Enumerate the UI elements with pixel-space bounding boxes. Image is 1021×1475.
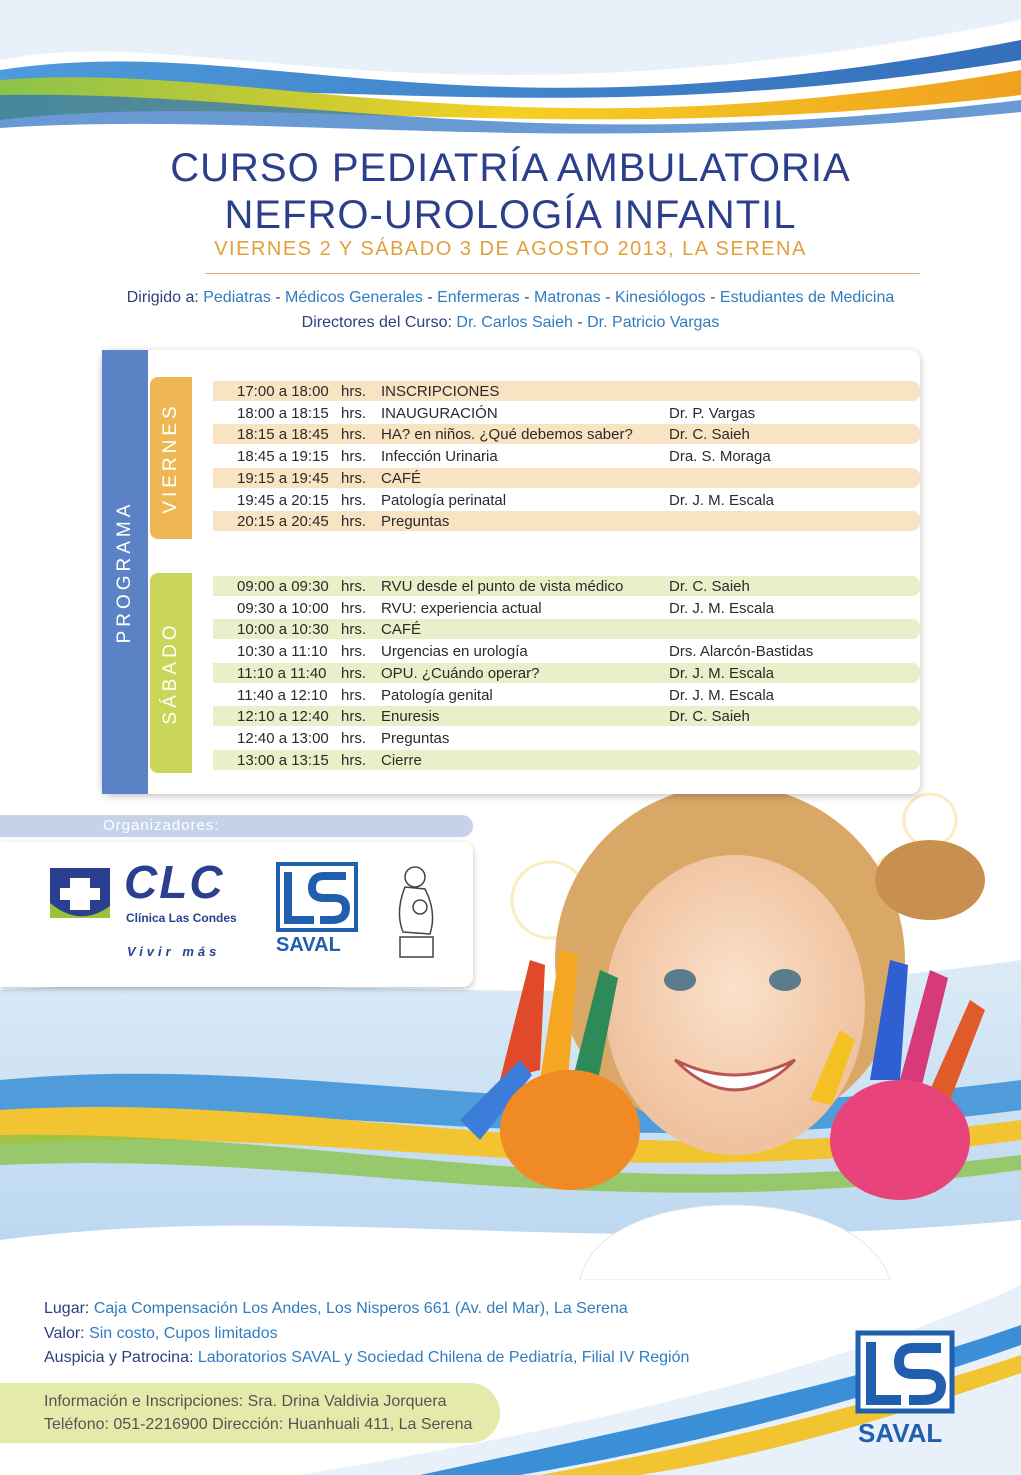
row-topic: Patología perinatal xyxy=(381,491,507,509)
row-topic: CAFÉ xyxy=(381,469,422,487)
row-time: 09:00 a 09:30 xyxy=(237,578,329,595)
row-topic: HA? en niños. ¿Qué debemos saber? xyxy=(381,426,633,444)
course-title-line1: CURSO PEDIATRÍA AMBULATORIA xyxy=(170,146,851,190)
clc-logo-text: CLC xyxy=(124,856,225,908)
directors-label: Directores del Curso: xyxy=(301,314,452,331)
row-hrs: hrs. xyxy=(341,729,367,747)
schedule-row xyxy=(213,598,920,618)
row-time: 10:00 a 10:30 xyxy=(237,621,329,639)
audience-label: Dirigido a: xyxy=(126,289,199,306)
row-hrs: hrs. xyxy=(341,664,367,682)
contact-line2: Teléfono: 051-2216900 Dirección: Huanhuali 411, La Serena xyxy=(44,1416,473,1433)
row-time: 19:45 a 20:15 xyxy=(237,491,329,509)
schedule-row xyxy=(213,750,920,770)
row-topic: Infección Urinaria xyxy=(381,448,498,466)
row-topic: INAUGURACIÓN xyxy=(381,404,498,422)
row-speaker: Dr. J. M. Escala xyxy=(669,686,775,704)
top-wave-decoration xyxy=(0,0,1021,160)
row-topic: CAFÉ xyxy=(381,621,422,639)
row-topic: Preguntas xyxy=(381,729,450,747)
row-time: 11:10 a 11:40 xyxy=(237,664,327,682)
row-topic: INSCRIPCIONES xyxy=(381,383,500,400)
program-label-wrap xyxy=(102,350,148,794)
row-hrs: hrs. xyxy=(341,383,367,400)
schedule-row xyxy=(213,468,920,488)
program-label: PROGRAMA xyxy=(114,500,135,644)
sabado-day-tab xyxy=(150,573,192,773)
valor-label: Valor: xyxy=(44,1325,85,1342)
row-hrs: hrs. xyxy=(341,491,367,509)
row-time: 18:15 a 18:45 xyxy=(237,426,329,444)
auspicia-value: Laboratorios SAVAL y Sociedad Chilena de Pediatría, Filial IV Región xyxy=(197,1349,690,1366)
row-topic: RVU desde el punto de vista médico xyxy=(381,578,624,595)
schedule-row xyxy=(213,490,920,510)
lugar-line xyxy=(44,1300,628,1318)
saval-logo-text: SAVAL xyxy=(276,934,341,956)
row-hrs: hrs. xyxy=(341,404,367,422)
organizers-header-bar xyxy=(0,815,473,837)
row-time: 10:30 a 11:10 xyxy=(237,643,328,661)
saval-logo-icon xyxy=(276,862,358,932)
row-speaker: Dr. C. Saieh xyxy=(669,426,750,444)
clc-tagline: Vivir más xyxy=(127,944,221,959)
schedule-row xyxy=(213,663,920,683)
audience-item: Enfermeras xyxy=(437,289,520,306)
schedule-row xyxy=(213,576,920,596)
row-time: 12:40 a 13:00 xyxy=(237,729,329,747)
row-hrs: hrs. xyxy=(341,448,367,466)
director-name: Dr. Patricio Vargas xyxy=(587,314,720,331)
row-time: 19:15 a 19:45 xyxy=(237,469,329,487)
row-hrs: hrs. xyxy=(341,708,367,726)
auspicia-line xyxy=(44,1349,689,1367)
directors-line: Directores del Curso: Dr. Carlos Saieh - Dr. Patricio Vargas xyxy=(301,314,720,331)
row-hrs: hrs. xyxy=(341,686,367,704)
director-name: Dr. Carlos Saieh xyxy=(456,314,573,331)
row-speaker: Dr. C. Saieh xyxy=(669,708,750,726)
schedule-row xyxy=(213,424,920,444)
row-hrs: hrs. xyxy=(341,469,367,487)
row-speaker: Dr. P. Vargas xyxy=(669,404,756,422)
row-hrs: hrs. xyxy=(341,751,367,769)
audience-item: Matronas xyxy=(534,289,601,306)
child-painted-hands-photo xyxy=(460,760,1000,1280)
row-hrs: hrs. xyxy=(341,578,367,595)
contact-bar xyxy=(0,1383,500,1443)
row-speaker: Dr. C. Saieh xyxy=(669,578,750,595)
row-hrs: hrs. xyxy=(341,599,367,617)
auspicia-label: Auspicia y Patrocina: xyxy=(44,1349,194,1366)
row-topic: Preguntas xyxy=(381,513,450,531)
course-title-line2: NEFRO-UROLOGÍA INFANTIL xyxy=(224,193,797,237)
saval-brand-logo-icon xyxy=(855,1330,955,1414)
valor-line xyxy=(44,1325,278,1343)
organizers-label: Organizadores: xyxy=(103,817,220,834)
row-time: 20:15 a 20:45 xyxy=(237,513,329,531)
row-speaker: Dra. S. Moraga xyxy=(669,448,771,466)
schedule-row xyxy=(213,381,920,401)
row-hrs: hrs. xyxy=(341,643,367,661)
lugar-value: Caja Compensación Los Andes, Los Nisperos 661 (Av. del Mar), La Serena xyxy=(93,1300,628,1317)
mother-child-emblem-icon xyxy=(385,862,445,962)
viernes-day-tab xyxy=(150,377,192,539)
schedule-row xyxy=(213,403,920,423)
header-divider xyxy=(205,273,920,274)
audience-item: Pediatras xyxy=(203,289,271,306)
schedule-row xyxy=(213,728,920,748)
row-topic: Enuresis xyxy=(381,708,440,726)
contact-line1: Información e Inscripciones: Sra. Drina Valdivia Jorquera xyxy=(44,1393,447,1410)
row-hrs: hrs. xyxy=(341,621,367,639)
schedule-row xyxy=(213,685,920,705)
lugar-label: Lugar: xyxy=(44,1300,90,1317)
row-topic: Patología genital xyxy=(381,686,493,704)
clc-name: Clínica Las Condes xyxy=(126,911,237,925)
course-date-subtitle: VIERNES 2 Y SÁBADO 3 DE AGOSTO 2013, LA SERENA xyxy=(214,238,807,260)
audience-item: Kinesiólogos xyxy=(614,289,706,306)
clc-cross-icon xyxy=(40,858,120,928)
row-topic: Cierre xyxy=(381,751,422,769)
schedule-row xyxy=(213,706,920,726)
row-time: 09:30 a 10:00 xyxy=(237,599,329,617)
row-time: 12:10 a 12:40 xyxy=(237,708,329,726)
audience-line: Dirigido a: Pediatras - Médicos Generales - Enfermeras - Matronas - Kinesiólogos - Estudiantes de Medicina xyxy=(126,289,895,306)
row-topic: OPU. ¿Cuándo operar? xyxy=(381,664,540,682)
row-speaker: Drs. Alarcón-Bastidas xyxy=(669,643,814,661)
row-speaker: Dr. J. M. Escala xyxy=(669,664,775,682)
schedule-row xyxy=(213,446,920,466)
schedule-row xyxy=(213,511,920,531)
row-topic: RVU: experiencia actual xyxy=(381,599,542,617)
row-hrs: hrs. xyxy=(341,513,367,531)
sabado-label: SÁBADO xyxy=(160,621,181,725)
valor-value: Sin costo, Cupos limitados xyxy=(89,1325,278,1342)
row-speaker: Dr. J. M. Escala xyxy=(669,599,775,617)
row-time: 18:45 a 19:15 xyxy=(237,448,329,466)
row-time: 11:40 a 12:10 xyxy=(237,686,328,704)
row-hrs: hrs. xyxy=(341,426,367,444)
row-topic: Urgencias en urología xyxy=(381,643,528,661)
schedule-row xyxy=(213,619,920,639)
row-time: 13:00 a 13:15 xyxy=(237,751,329,769)
saval-brand-logo-text: SAVAL xyxy=(858,1418,943,1448)
row-speaker: Dr. J. M. Escala xyxy=(669,491,775,509)
row-time: 18:00 a 18:15 xyxy=(237,404,329,422)
schedule-row xyxy=(213,641,920,661)
audience-item: Estudiantes de Medicina xyxy=(719,289,895,306)
viernes-label: VIERNES xyxy=(160,402,181,514)
audience-item: Médicos Generales xyxy=(285,289,423,306)
row-time: 17:00 a 18:00 xyxy=(237,383,329,400)
